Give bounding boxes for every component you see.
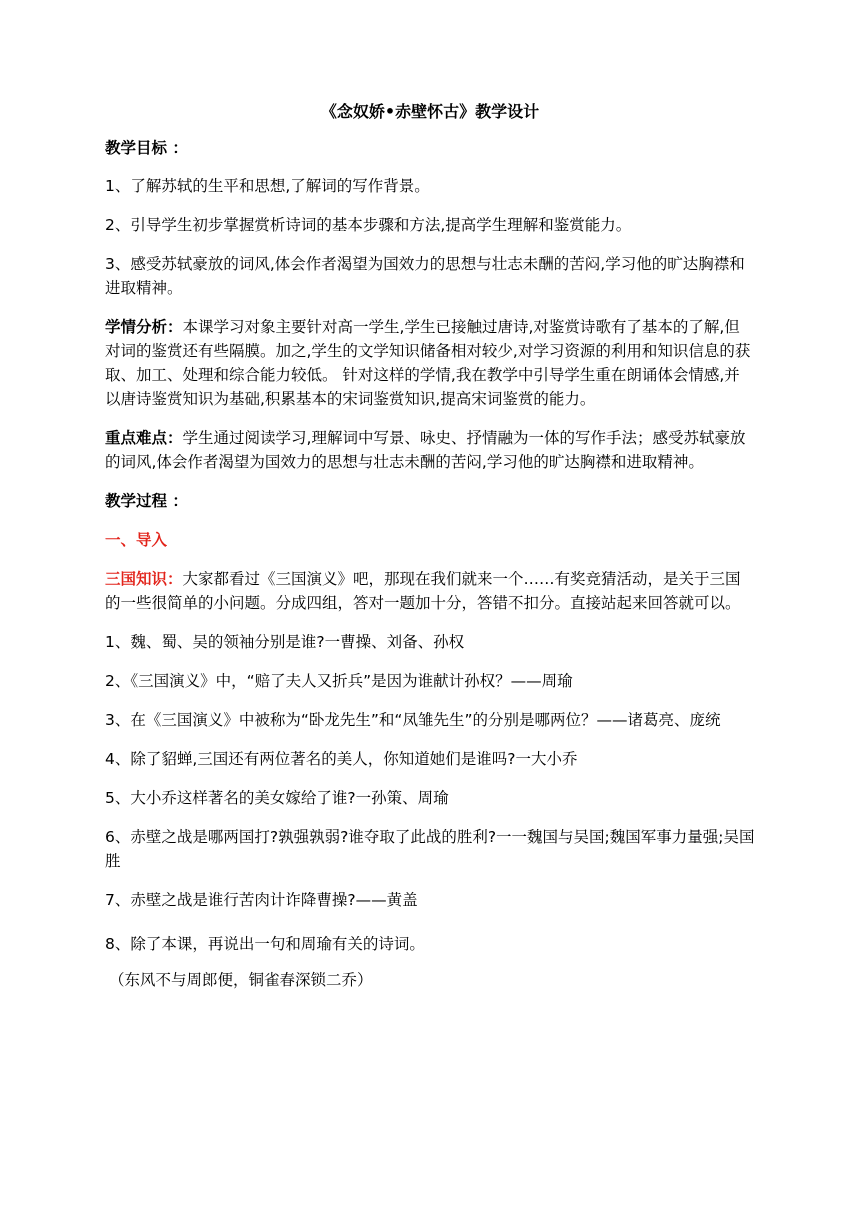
focus-label: 重点难点： — [105, 429, 183, 447]
document-page — [105, 100, 755, 1007]
question-4: 4、除了貂蝉,三国还有两位著名的美人，你知道她们是谁吗?一大小乔 — [105, 750, 578, 768]
question-6: 6、赤壁之战是哪两国打?孰强孰弱?谁夺取了此战的胜利?一一魏国与吴国;魏国军事力量强;吴国胜 — [105, 828, 755, 870]
question-7: 7、赤壁之战是谁行苦肉计诈降曹操?——黄盖 — [105, 891, 418, 909]
question-1: 1、魏、蜀、吴的领袖分别是谁?一曹操、刘备、孙权 — [105, 633, 465, 651]
question-5: 5、大小乔这样著名的美女嫁给了谁?一孙策、周瑜 — [105, 789, 449, 807]
focus-paragraph — [105, 426, 755, 474]
sanguo-paragraph — [105, 567, 755, 615]
sanguo-label: 三国知识： — [105, 570, 183, 588]
analysis-paragraph — [105, 315, 755, 411]
analysis-text: 本课学习对象主要针对高一学生,学生已接触过唐诗,对鉴赏诗歌有了基本的了解,但对词的鉴赏还有些隔膜。加之,学生的文学知识储备相对较少,对学习资源的利用和知识信息的获取、加工、处理和综合能力较低。 针对这样的学情,我在教学中引导学生重在朗诵体会情感,并以唐诗鉴赏知识为基础,积累基本的宋词鉴赏知识,提高宋词鉴赏的能力。 — [105, 318, 751, 408]
goal-item-2: 2、引导学生初步掌握赏析诗词的基本步骤和方法,提高学生理解和鉴赏能力。 — [105, 216, 632, 234]
question-2: 2、《三国演义》中，“赔了夫人又折兵”是因为谁献计孙权？——周瑜 — [105, 672, 573, 690]
sanguo-text: 大家都看过《三国演义》吧，那现在我们就来一个……有奖竞猜活动，是关于三国的一些很简单的小问题。分成四组，答对一题加十分，答错不扣分。直接站起来回答就可以。 — [105, 570, 741, 612]
section1-heading: 一、导入 — [105, 531, 168, 549]
focus-text: 学生通过阅读学习,理解词中写景、咏史、抒情融为一体的写作手法；感受苏轼豪放的词风,体会作者渴望为国效力的思想与壮志未酬的苦闷,学习他的旷达胸襟和进取精神。 — [105, 429, 746, 471]
process-heading: 教学过程 ： — [105, 492, 188, 510]
answer-8: （东风不与周郎便，铜雀春深锁二乔） — [109, 971, 373, 989]
document-title: 《念奴娇•赤壁怀古》教学设计 — [320, 102, 540, 121]
question-8: 8、除了本课，再说出一句和周瑜有关的诗词。 — [105, 935, 425, 953]
question-3: 3、在《三国演义》中被称为“卧龙先生”和“凤雏先生”的分别是哪两位？——诸葛亮、庞统 — [105, 711, 721, 729]
analysis-label: 学情分析： — [105, 318, 183, 336]
goal-item-3: 3、感受苏轼豪放的词风,体会作者渴望为国效力的思想与壮志未酬的苦闷,学习他的旷达胸襟和进取精神。 — [105, 255, 745, 297]
goal-item-1: 1、了解苏轼的生平和思想,了解词的写作背景。 — [105, 177, 430, 195]
goals-heading: 教学目标 ： — [105, 139, 188, 157]
